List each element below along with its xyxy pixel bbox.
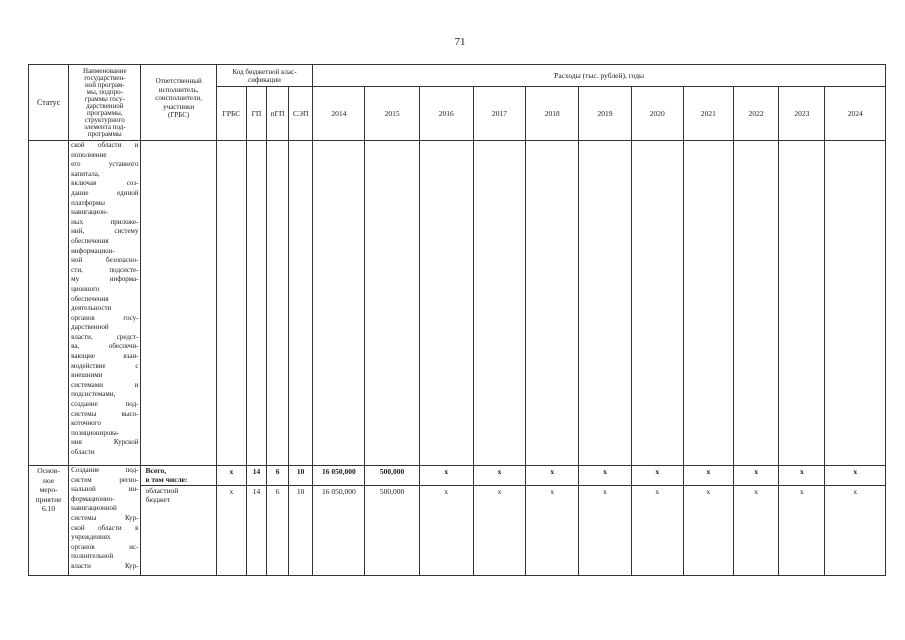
year-2022: 2022 (734, 87, 779, 141)
continuation-cell (365, 141, 419, 466)
event-total-label: Всего, в том числе: (141, 466, 216, 486)
regional-2021: x (683, 486, 733, 576)
continuation-cell (246, 141, 266, 466)
year-2014: 2014 (313, 87, 365, 141)
continuation-cell (419, 141, 473, 466)
continuation-name: ской области и пополнение его уставного капитала, включая соз- дание единой платформы навигацион- ных приложе- ний, систему обеспечения информацион- ной безопасно- сти, подсисте- му информа- ционного обеспечения деятельности органов госу- дарственной власти, средст- ва, обеспечи- вающие взаи- модействие с внешними системами и подсистемами, создание под- системы высо- коточного позиционирова- ния Курской области (69, 141, 141, 466)
code-grbs: ГРБС (216, 87, 246, 141)
total-2024: x (825, 466, 886, 486)
header-status: Статус (29, 65, 69, 141)
year-2020: 2020 (631, 87, 683, 141)
regional-2022: x (734, 486, 779, 576)
regional-2017: x (473, 486, 525, 576)
continuation-cell (825, 141, 886, 466)
continuation-cell (579, 141, 631, 466)
regional-code-sep: 10 (289, 486, 313, 576)
regional-2019: x (579, 486, 631, 576)
continuation-cell (313, 141, 365, 466)
year-2015: 2015 (365, 87, 419, 141)
regional-2023: x (779, 486, 825, 576)
total-2020: x (631, 466, 683, 486)
continuation-cell (734, 141, 779, 466)
budget-table (28, 64, 886, 576)
year-2021: 2021 (683, 87, 733, 141)
header-expenses: Расходы (тыс. рублей), годы (313, 65, 886, 87)
year-2017: 2017 (473, 87, 525, 141)
continuation-cell (779, 141, 825, 466)
continuation-status (29, 141, 69, 466)
total-code-sep: 10 (289, 466, 313, 486)
regional-2014: 16 050,000 (313, 486, 365, 576)
total-code-grbs: x (216, 466, 246, 486)
total-code-gp: 14 (246, 466, 266, 486)
year-2024: 2024 (825, 87, 886, 141)
continuation-cell (526, 141, 579, 466)
total-2021: x (683, 466, 733, 486)
code-pgp: пГП (267, 87, 289, 141)
code-sep: СЭП (289, 87, 313, 141)
page-number: 71 (454, 36, 466, 48)
continuation-cell (141, 141, 216, 466)
header-name: Наименование государствен- ной програм- мы, подпро- граммы госу- дарственной программы, структурного элемента под- программы (69, 65, 141, 141)
year-2019: 2019 (579, 87, 631, 141)
event-regional-label: областной бюджет (141, 486, 216, 576)
event-name: Создание под- систем регио- нальной ин- формационно- навигационной системы Кур- ской области в учреждениях органов ис- полнительной власти Кур- (69, 466, 141, 576)
total-2015: 500,000 (365, 466, 419, 486)
total-2016: x (419, 466, 473, 486)
total-2017: x (473, 466, 525, 486)
total-code-pgp: 6 (267, 466, 289, 486)
continuation-cell (683, 141, 733, 466)
regional-2018: x (526, 486, 579, 576)
regional-code-pgp: 6 (267, 486, 289, 576)
regional-2024: x (825, 486, 886, 576)
total-2014: 16 050,000 (313, 466, 365, 486)
year-2018: 2018 (526, 87, 579, 141)
header-responsible: Ответственный исполнитель, соисполнители, участники (ГРБС) (141, 65, 216, 141)
total-2022: x (734, 466, 779, 486)
regional-2016: x (419, 486, 473, 576)
regional-code-grbs: x (216, 486, 246, 576)
total-2018: x (526, 466, 579, 486)
continuation-cell (289, 141, 313, 466)
continuation-cell (267, 141, 289, 466)
total-2019: x (579, 466, 631, 486)
total-2023: x (779, 466, 825, 486)
continuation-cell (631, 141, 683, 466)
header-budget-code: Код бюджетной клас- сификации (216, 65, 312, 87)
continuation-cell (473, 141, 525, 466)
regional-2015: 500,000 (365, 486, 419, 576)
event-status: Основ- ное меро- приятие 6.10 (29, 466, 69, 576)
continuation-cell (216, 141, 246, 466)
regional-2020: x (631, 486, 683, 576)
regional-code-gp: 14 (246, 486, 266, 576)
year-2023: 2023 (779, 87, 825, 141)
year-2016: 2016 (419, 87, 473, 141)
code-gp: ГП (246, 87, 266, 141)
